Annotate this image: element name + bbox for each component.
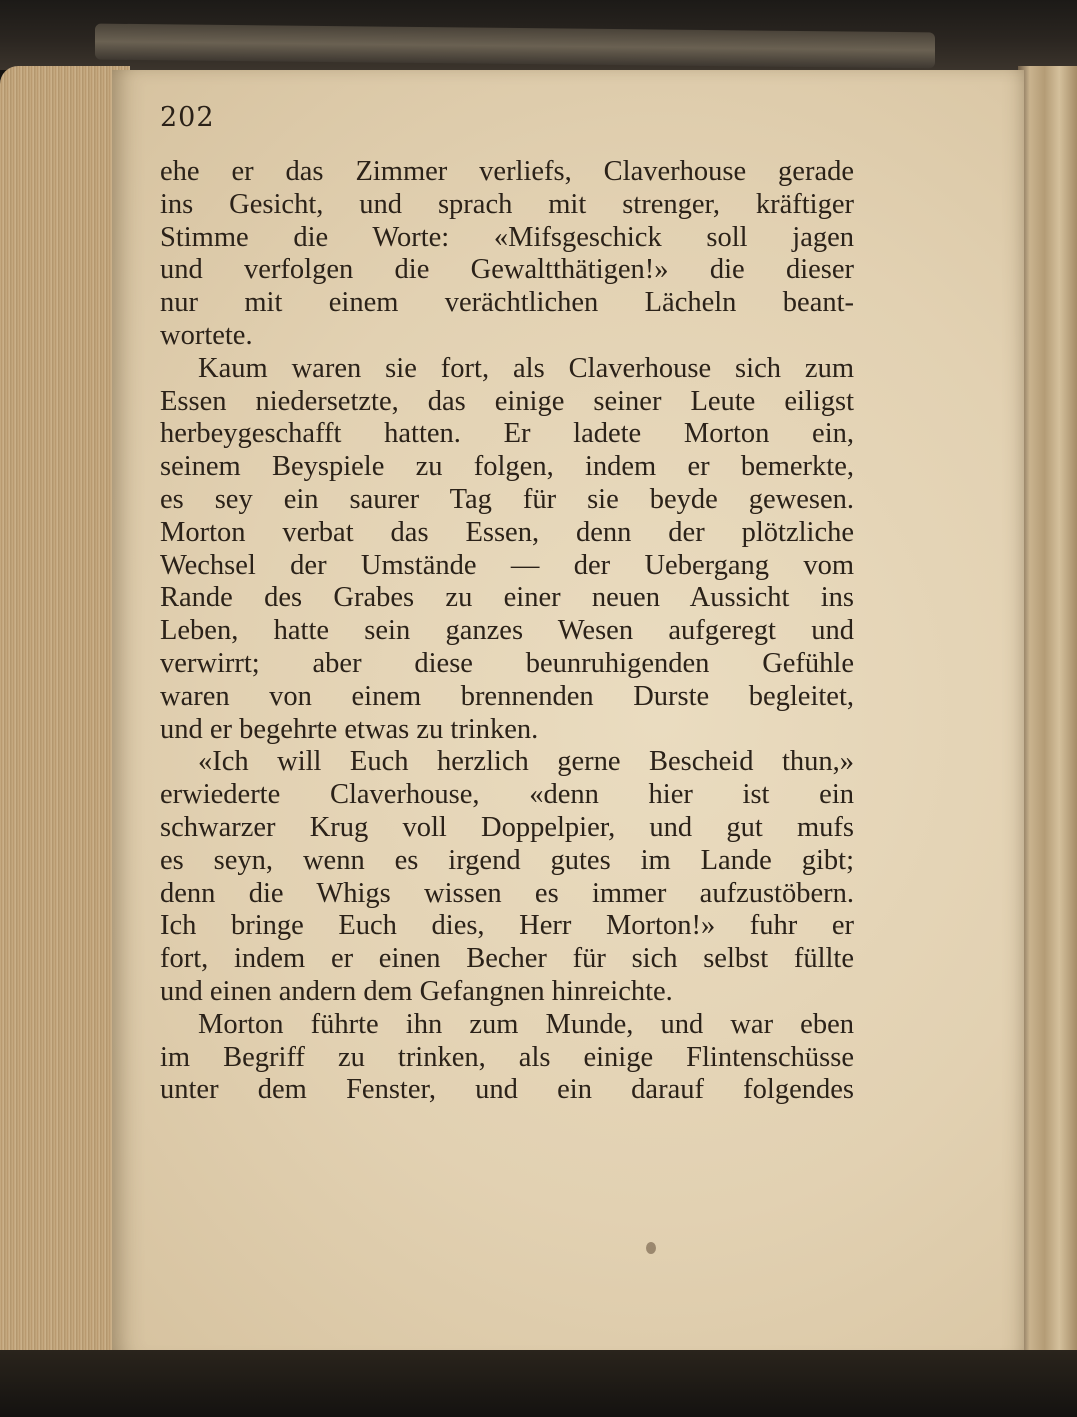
text-line: und verfolgen die Gewaltthätigen!» die dieser — [160, 254, 854, 286]
text-line: denn die Whigs wissen es immer aufzustöbern. — [160, 877, 854, 909]
bottom-shadow — [0, 1350, 1077, 1417]
text-line: Kaum waren sie fort, als Claverhouse sich zum — [198, 352, 854, 384]
page-number: 202 — [160, 102, 215, 133]
text-line: Wechsel der Umstände — der Uebergang vom — [160, 549, 854, 581]
text-line: Essen niedersetzte, das einige seiner Leute eiligst — [160, 385, 854, 417]
text-line: Leben, hatte sein ganzes Wesen aufgeregt und — [160, 615, 854, 647]
text-line: es sey ein saurer Tag für sie beyde gewesen. — [160, 483, 854, 515]
text-line: waren von einem brennenden Durste begleitet, — [160, 680, 854, 712]
ink-mark — [646, 1242, 656, 1254]
text-line: «Ich will Euch herzlich gerne Bescheid thun,» — [198, 746, 854, 778]
text-line: fort, indem er einen Becher für sich selbst füllte — [160, 943, 854, 975]
text-line: und er begehrte etwas zu trinken. — [160, 713, 539, 745]
text-line: Morton verbat das Essen, denn der plötzliche — [160, 516, 854, 548]
page-edge-right — [1018, 66, 1077, 1366]
text-line: erwiederte Claverhouse, «denn hier ist ein — [160, 779, 854, 811]
text-line: und einen andern dem Gefangnen hinreichte. — [160, 975, 673, 1007]
text-line: Morton führte ihn zum Munde, und war eben — [198, 1008, 854, 1040]
text-line: herbeygeschafft hatten. Er ladete Morton ein, — [160, 418, 854, 450]
text-line: nur mit einem verächtlichen Lächeln beant- — [160, 287, 854, 319]
text-line: unter dem Fenster, und ein darauf folgendes — [160, 1074, 854, 1106]
text-line: es seyn, wenn es irgend gutes im Lande gibt; — [160, 844, 854, 876]
text-line: Ich bringe Euch dies, Herr Morton!» fuhr er — [160, 910, 854, 942]
text-line: wortete. — [160, 319, 253, 351]
page-text — [160, 156, 854, 1107]
page-edges-left — [0, 66, 130, 1366]
text-line: seinem Beyspiele zu folgen, indem er bemerkte, — [160, 451, 854, 483]
text-line: Stimme die Worte: «Mifsgeschick soll jagen — [160, 221, 854, 253]
text-line: im Begriff zu trinken, als einige Flintenschüsse — [160, 1041, 854, 1073]
text-line: ehe er das Zimmer verliefs, Claverhouse gerade — [160, 156, 854, 187]
text-line: verwirrt; aber diese beunruhigenden Gefühle — [160, 647, 854, 679]
text-line: ins Gesicht, und sprach mit strenger, kräftiger — [160, 188, 854, 220]
text-line: Rande des Grabes zu einer neuen Aussicht ins — [160, 582, 854, 614]
text-line: schwarzer Krug voll Doppelpier, und gut mufs — [160, 811, 854, 843]
